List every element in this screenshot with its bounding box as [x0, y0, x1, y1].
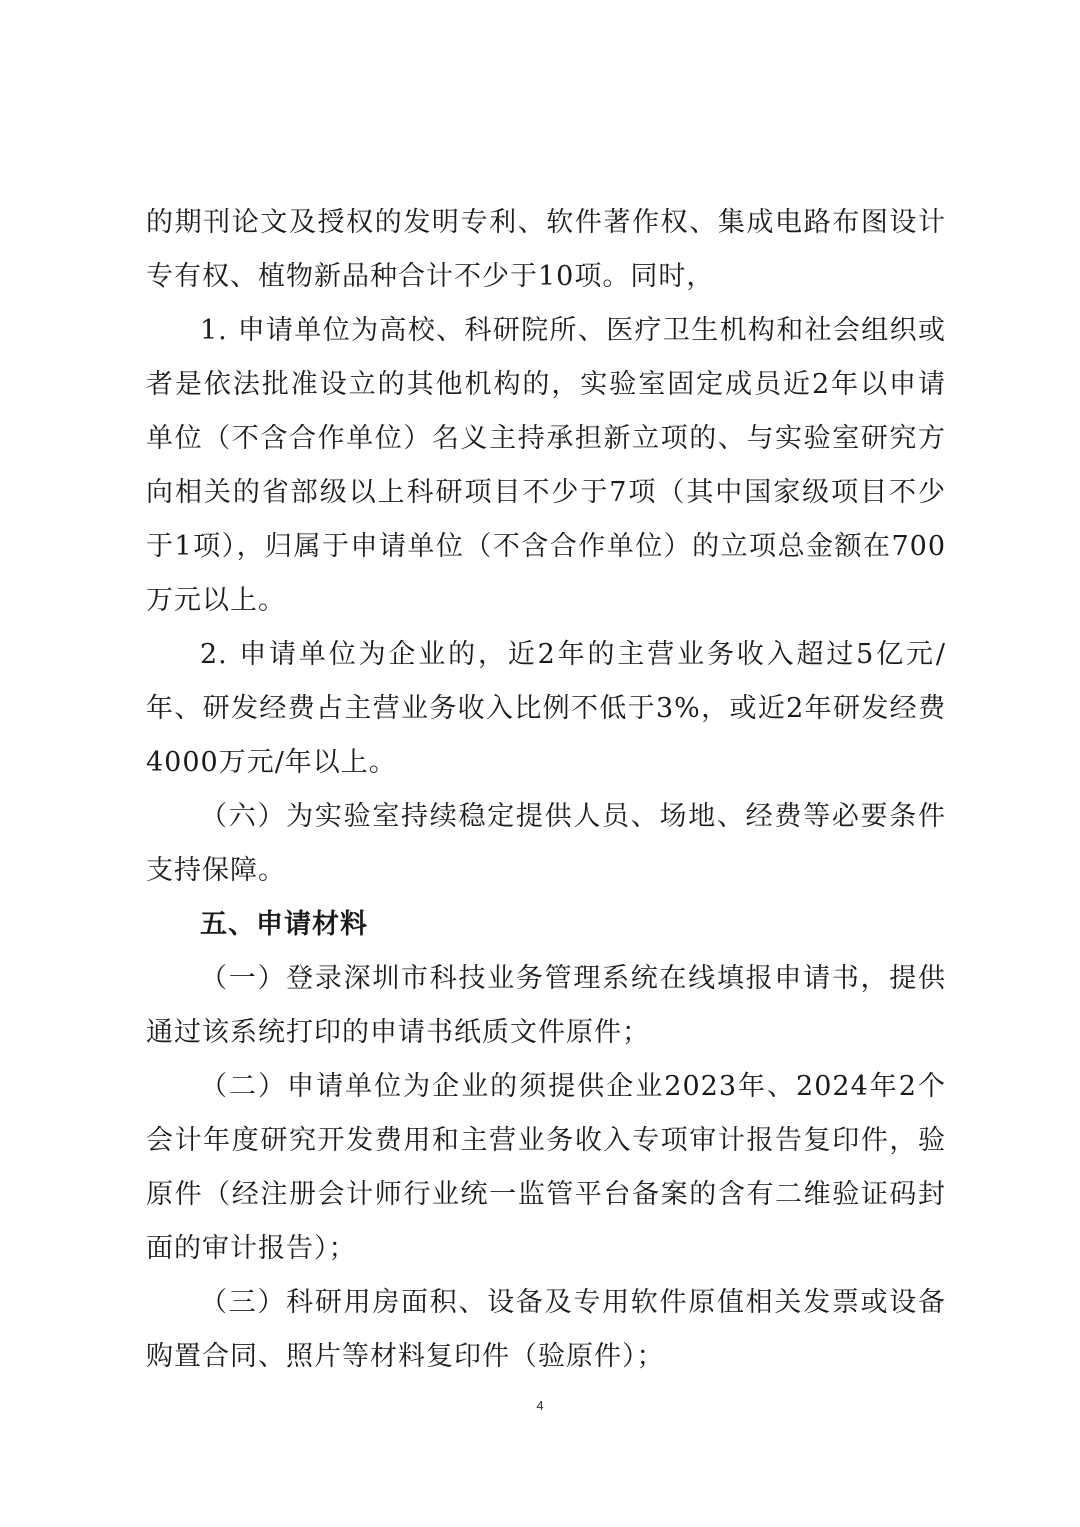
document-body — [146, 196, 946, 1384]
paragraph-item-6: （六）为实验室持续稳定提供人员、场地、经费等必要条件支持保障。 — [146, 801, 946, 886]
paragraph-item-1: 1. 申请单位为高校、科研院所、医疗卫生机构和社会组织或者是依法批准设立的其他机构的，实验室固定成员近2年以申请单位（不含合作单位）名义主持承担新立项的、与实验室研究方向相关的省部级以上科研项目不少于7项（其中国家级项目不少于1项），归属于申请单位（不含合作单位）的立项总金额在700万元以上。 — [146, 315, 946, 616]
paragraph-item-2: 2. 申请单位为企业的，近2年的主营业务收入超过5亿元/年、研发经费占主营业务收入比例不低于3%，或近2年研发经费4000万元/年以上。 — [146, 639, 946, 778]
section-heading: 五、申请材料 — [200, 909, 368, 940]
paragraph-material-3: （三）科研用房面积、设备及专用软件原值相关发票或设备购置合同、照片等材料复印件（验原件）； — [146, 1287, 946, 1372]
paragraph-material-2: （二）申请单位为企业的须提供企业2023年、2024年2个会计年度研究开发费用和主营业务收入专项审计报告复印件，验原件（经注册会计师行业统一监管平台备案的含有二维验证码封面的审计报告）； — [146, 1071, 946, 1264]
paragraph-material-1: （一）登录深圳市科技业务管理系统在线填报申请书，提供通过该系统打印的申请书纸质文件原件； — [146, 963, 946, 1048]
page-number: 4 — [536, 1398, 544, 1413]
paragraph-continuation: 的期刊论文及授权的发明专利、软件著作权、集成电路布图设计专有权、植物新品种合计不少于10项。同时， — [146, 207, 946, 292]
